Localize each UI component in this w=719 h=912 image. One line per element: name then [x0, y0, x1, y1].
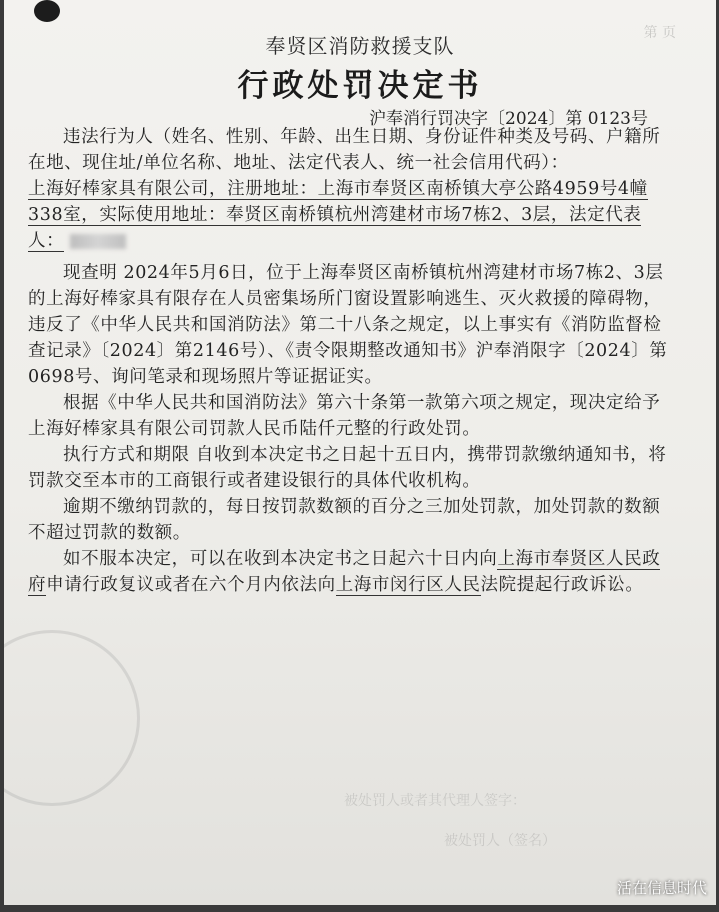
basis-paragraph: 根据《中华人民共和国消防法》第六十条第一款第六项之规定，现决定给予上海好棒家具有限公司罚款人民币陆仟元整的行政处罚。	[28, 393, 661, 439]
late-payment-paragraph: 逾期不缴纳罚款的，每日按罚款数额的百分之三加处罚款，加处罚款的数额不超过罚款的数额。	[28, 497, 661, 543]
issuer-name: 奉贤区消防救援支队	[265, 34, 455, 58]
faded-seal	[4, 630, 140, 806]
ghost-signature-line-1: 被处罚人或者其代理人签字：	[344, 793, 526, 809]
document-title: 行政处罚决定书	[237, 68, 483, 104]
ghost-signature-line-2: 被处罚人（签名）	[444, 833, 556, 849]
facts-paragraph: 现查明 2024年5月6日，位于上海奉贤区南桥镇杭州湾建材市场7栋2、3层的上海好棒家具有限存在人员密集场所门窗设置影响逃生、灭火救援的障碍物，违反了《中华人民共和国消防法》第二十八条之规定，以上事实有《消防监督检查记录》〔2024〕第2146号）、《责令限期整改通知书》沪奉消限字〔2024〕第0698号、询问笔录和现场照片等证据证实。	[28, 263, 668, 387]
offender-details: 上海好棒家具有限公司，注册地址：上海市奉贤区南桥镇大亭公路4959号4幢338室，实际使用地址：奉贤区南桥镇杭州湾建材市场7栋2、3层，法定代表人：	[28, 179, 648, 251]
document-body	[28, 124, 668, 598]
page-mark: 第 页	[643, 25, 676, 41]
offender-info	[28, 176, 668, 254]
court-name: 上海市闵行区人民	[335, 575, 481, 595]
binder-hole	[34, 0, 60, 22]
appeal-text-e: 法院提起行政诉讼。	[480, 575, 644, 595]
redacted-name	[70, 234, 126, 249]
appeal-text-c: 申请行政复议或者在六个月内依法向	[46, 575, 336, 595]
execution-paragraph: 执行方式和期限 自收到本决定书之日起十五日内，携带罚款缴纳通知书，将罚款交至本市的工商银行或者建设银行的具体代收机构。	[28, 445, 667, 491]
document-page	[4, 0, 716, 905]
offender-label: 违法行为人（姓名、性别、年龄、出生日期、身份证件种类及号码、户籍所在地、现住址/单位名称、地址、法定代表人、统一社会信用代码）：	[28, 127, 661, 173]
appeal-paragraph	[28, 546, 668, 598]
review-authority: 上海市奉贤区人民政府	[28, 549, 661, 595]
document-number: 沪奉消行罚决字〔2024〕第 0123号	[369, 109, 648, 129]
appeal-text-a: 如不服本决定，可以在收到本决定书之日起六十日内向	[63, 549, 498, 569]
watermark-text: 活在信息时代	[616, 879, 707, 897]
